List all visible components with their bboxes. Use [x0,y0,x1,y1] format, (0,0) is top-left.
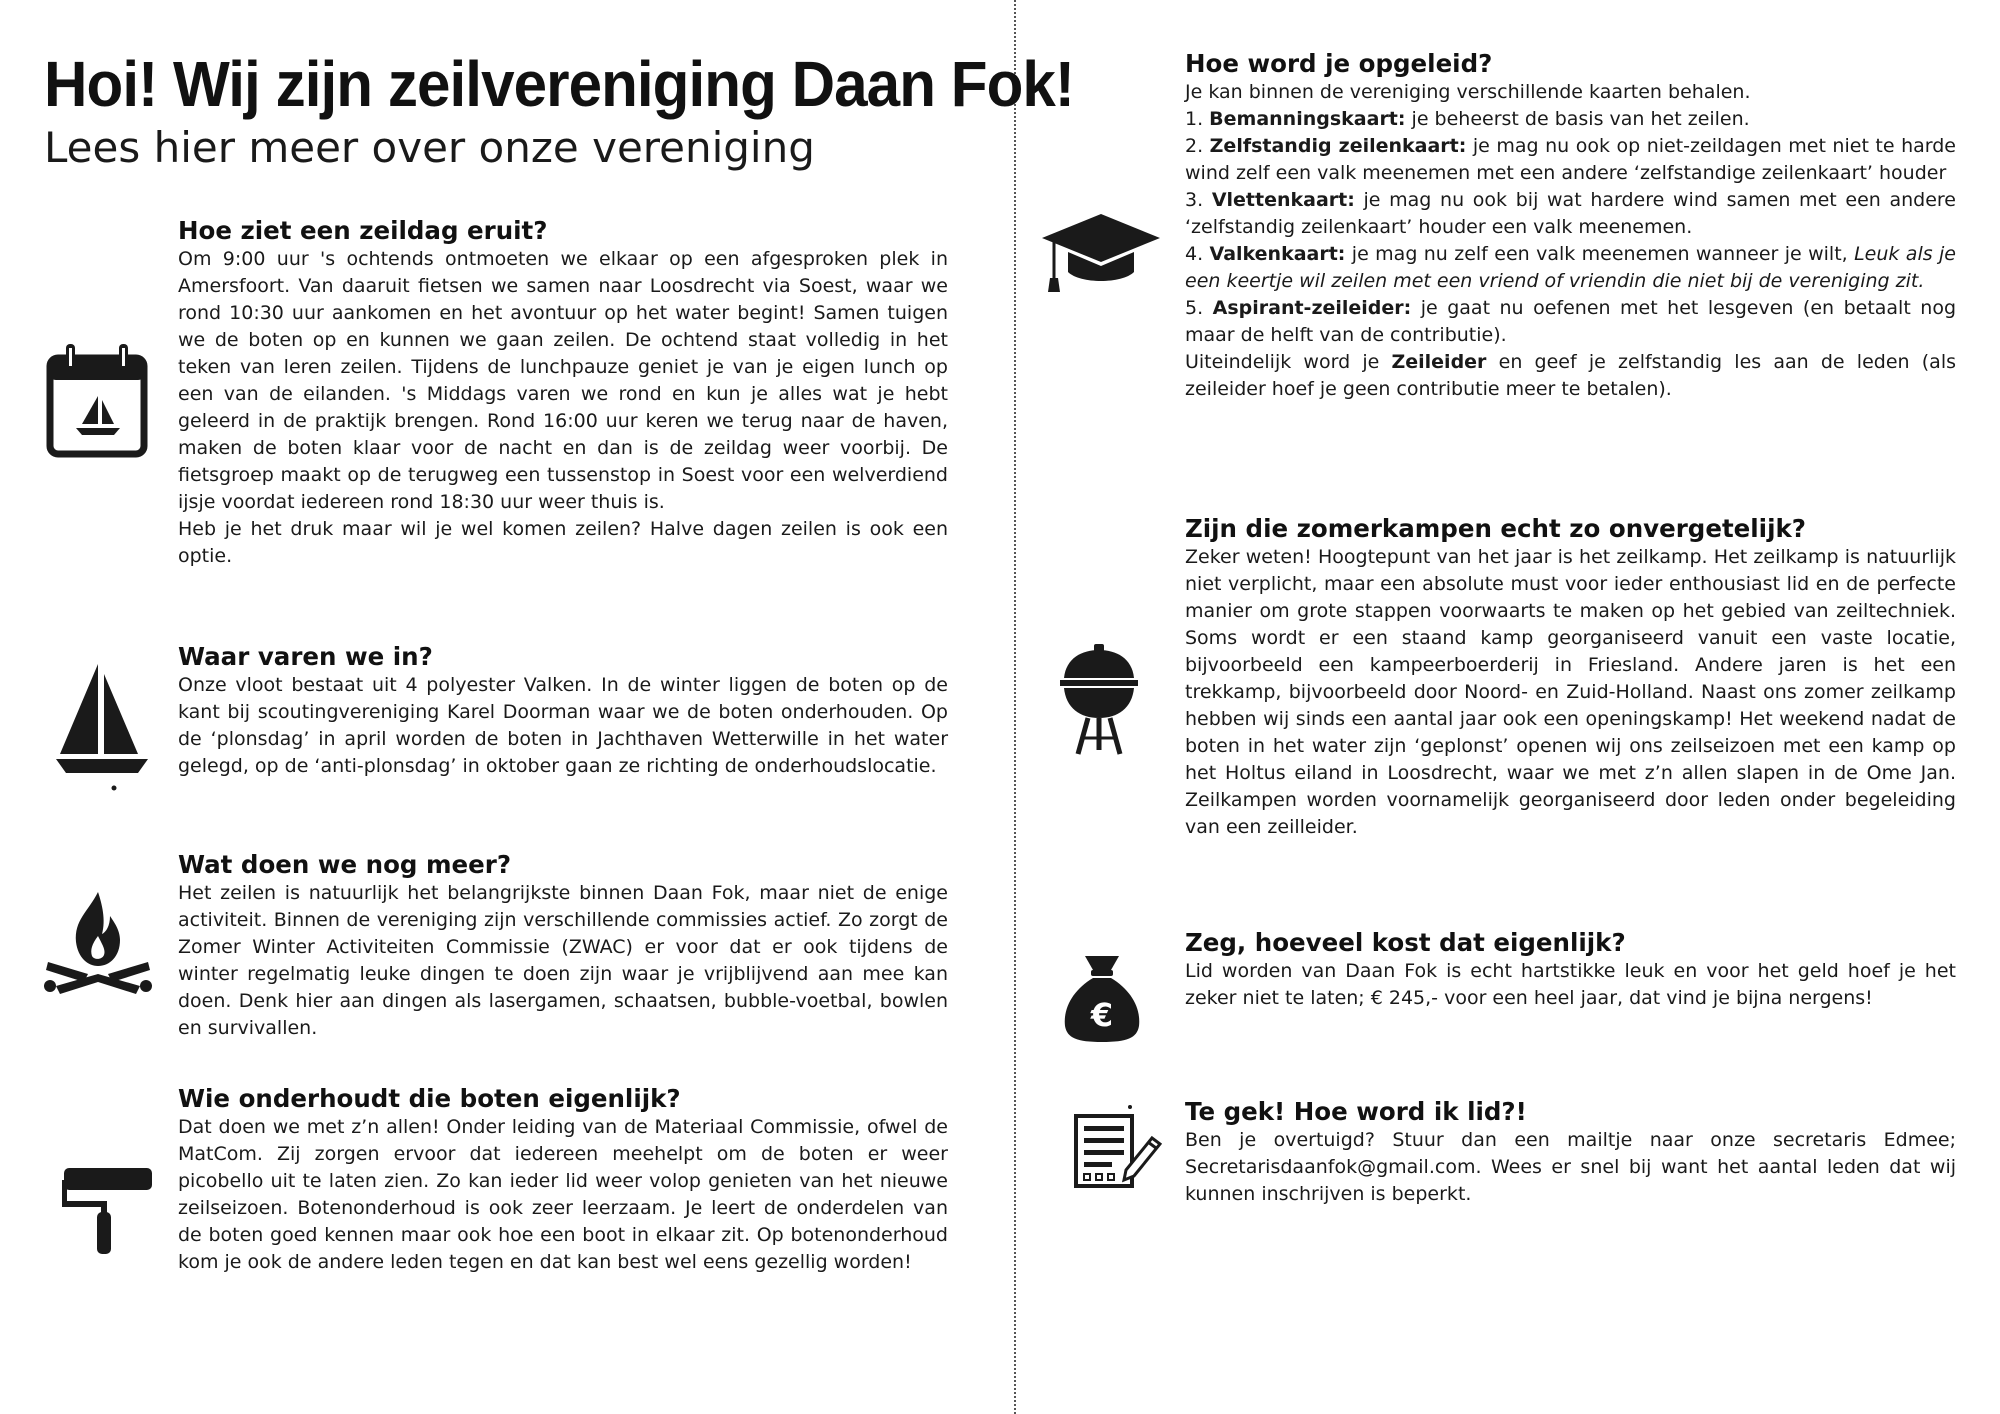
section-heading: Zijn die zomerkampen echt zo onvergetelijk? [1185,514,1806,543]
section-body [178,672,948,780]
section-varen [178,642,948,780]
section-heading: Waar varen we in? [178,642,433,671]
section-zomerkamp [1185,514,1956,841]
campfire-icon [42,890,154,1002]
paragraph: Uiteindelijk word je Zeileider en geef je zelfstandig les aan de leden (als zeileider hoef je geen contributie meer te betalen). [1185,351,1956,400]
paragraph: Het zeilen is natuurlijk het belangrijkste binnen Daan Fok, maar niet de enige activiteit. Binnen de vereniging zijn verschillende commissies actief. Zo zorgt de Zomer Winter Activiteiten Commissie (ZWAC) er voor dat er ook tijdens de winter regelmatig leuke dingen te doen zijn waar je vrijblijvend aan mee kan doen. Denk hier aan dingen als lasergamen, schaatsen, bubble-voetbal, bowlen en survivallen. [178,882,948,1039]
paragraph: Onze vloot bestaat uit 4 polyester Valken. In de winter liggen de boten op de kant bij scoutingvereniging Karel Doorman waar we de boten onderhouden. Op de ‘plonsdag’ in april worden de boten in Jachthaven Wetterwille in het water gelegd, op de ‘anti-plonsdag’ in oktober gaan ze richting de onderhoudslocatie. [178,674,948,777]
paragraph: Ben je overtuigd? Stuur dan een mailtje naar onze secretaris Edmee; Secretarisdaanfok@gmail.com. Wees er snel bij want het aantal leden dat wij kunnen inschrijven is beperkt. [1185,1129,1956,1205]
bbq-grill-icon [1058,642,1140,756]
section-body [1185,79,1956,403]
page-subtitle: Lees hier meer over onze vereniging [44,123,815,172]
paragraph: Zeker weten! Hoogtepunt van het jaar is het zeilkamp. Het zeilkamp is natuurlijk niet verplicht, maar een absolute must voor ieder enthousiast lid en de perfecte manier om grote stappen voorwaarts te maken op het gebied van zeiltechniek. Soms wordt er een staand kamp georganiseerd vanuit een vaste locatie, bijvoorbeeld een kampeerboerderij in Friesland. Andere jaren is het een trekkamp, bijvoorbeeld door Noord- en Zuid-Holland. Naast ons zomer zeilkamp hebben wij sinds een aantal jaar ook een openingskamp! Het weekend nadat de boten in het water zijn ‘geplonst’ openen wij ons zeilseizoen met een kamp op het Holtus eiland in Loosdrecht, waar we met z’n allen slapen in de Ome Jan. Zeilkampen worden voornamelijk georganiseerd door leden onder begeleiding van een zeilleider. [1185,546,1956,838]
section-body [1185,544,1956,841]
paragraph: Om 9:00 uur 's ochtends ontmoeten we elkaar op een afgesproken plek in Amersfoort. Van daaruit fietsen we samen naar Loosdrecht via Soest, waar we rond 10:30 uur aankomen en het avontuur op het water begint! Samen tuigen we de boten op en kunnen we gaan zeilen. De ochtend staat volledig in het teken van leren zeilen. Tijdens de lunchpauze geniet je van je eigen lunch op een van de eilanden. 's Middags varen we rond en kun je alles wat je hebt geleerd in de praktijk brengen. Rond 16:00 uur keren we terug naar de haven, maken de boten klaar voor de nacht en dan is de zeildag weer voorbij. De fietsgroep maakt op de terugweg een tussenstop in Soest voor een welverdiend ijsje voordat iedereen rond 18:30 uur weer thuis is. [178,248,948,513]
column-divider [1014,0,1016,1414]
section-opleiding [1185,49,1956,403]
section-body [178,1114,948,1276]
section-onderhoud [178,1084,948,1276]
section-heading: Zeg, hoeveel kost dat eigenlijk? [1185,928,1626,957]
section-kosten [1185,928,1956,1012]
card-item-1: 1. Bemanningskaart: je beheerst de basis van het zeilen. [1185,108,1750,130]
card-item-4: 4. Valkenkaart: je mag nu zelf een valk meenemen wanneer je wilt, Leuk als je een keertje wil zeilen met een vriend of vriendin die niet bij de vereniging zit. [1185,243,1956,292]
section-heading: Hoe word je opgeleid? [1185,49,1493,78]
section-meer [178,850,948,1042]
section-heading: Wie onderhoudt die boten eigenlijk? [178,1084,681,1113]
euro-money-bag-icon [1063,952,1141,1044]
paragraph: Je kan binnen de vereniging verschillende kaarten behalen. [1185,81,1751,103]
section-body [1185,958,1956,1012]
section-body [1185,1127,1956,1208]
graduation-cap-icon [1040,212,1162,294]
paragraph: Heb je het druk maar wil je wel komen zeilen? Halve dagen zeilen is ook een optie. [178,518,948,567]
paragraph: Dat doen we met z’n allen! Onder leiding van de Materiaal Commissie, ofwel de MatCom. Zij zorgen ervoor dat iedereen meehelpt om de boten er weer picobello uit te laten zien. Zo kan ieder lid weer volop genieten van het nieuwe zeilseizoen. Botenonderhoud is ook zeer leerzaam. Je leert de onderdelen van de boten goed kennen maar ook hoe een boot in elkaar zit. Op botenonderhoud kom je ook de andere leden tegen en dat kan best wel eens gezellig worden! [178,1116,948,1273]
sailboat-icon [54,660,150,792]
section-zeildag [178,216,948,570]
paragraph: Lid worden van Daan Fok is echt hartstikke leuk en voor het geld hoef je het zeker niet te laten; € 245,- voor een heel jaar, dat vind je bijna nergens! [1185,960,1956,1009]
calendar-sailboat-icon [46,342,148,460]
section-lid [1185,1097,1956,1208]
section-heading: Wat doen we nog meer? [178,850,512,879]
card-item-5: 5. Aspirant-zeileider: je gaat nu oefenen met het lesgeven (en betaalt nog maar de helft van de contributie). [1185,297,1956,346]
section-heading: Hoe ziet een zeildag eruit? [178,216,548,245]
section-body [178,246,948,570]
signup-form-icon [1072,1104,1162,1190]
svg-text:€: € [1090,996,1114,1034]
card-item-2: 2. Zelfstandig zeilenkaart: je mag nu ook op niet-zeildagen met niet te harde wind zelf een valk meenemen met een andere ‘zelfstandige zeilenkaart’ houder [1185,135,1956,184]
paint-roller-icon [62,1164,154,1256]
card-item-3: 3. Vlettenkaart: je mag nu ook bij wat hardere wind samen met een andere ‘zelfstandig zeilenkaart’ houder een valk meenemen. [1185,189,1956,238]
page-title: Hoi! Wij zijn zeilvereniging Daan Fok! [44,48,1075,120]
section-body [178,880,948,1042]
section-heading: Te gek! Hoe word ik lid?! [1185,1097,1527,1126]
